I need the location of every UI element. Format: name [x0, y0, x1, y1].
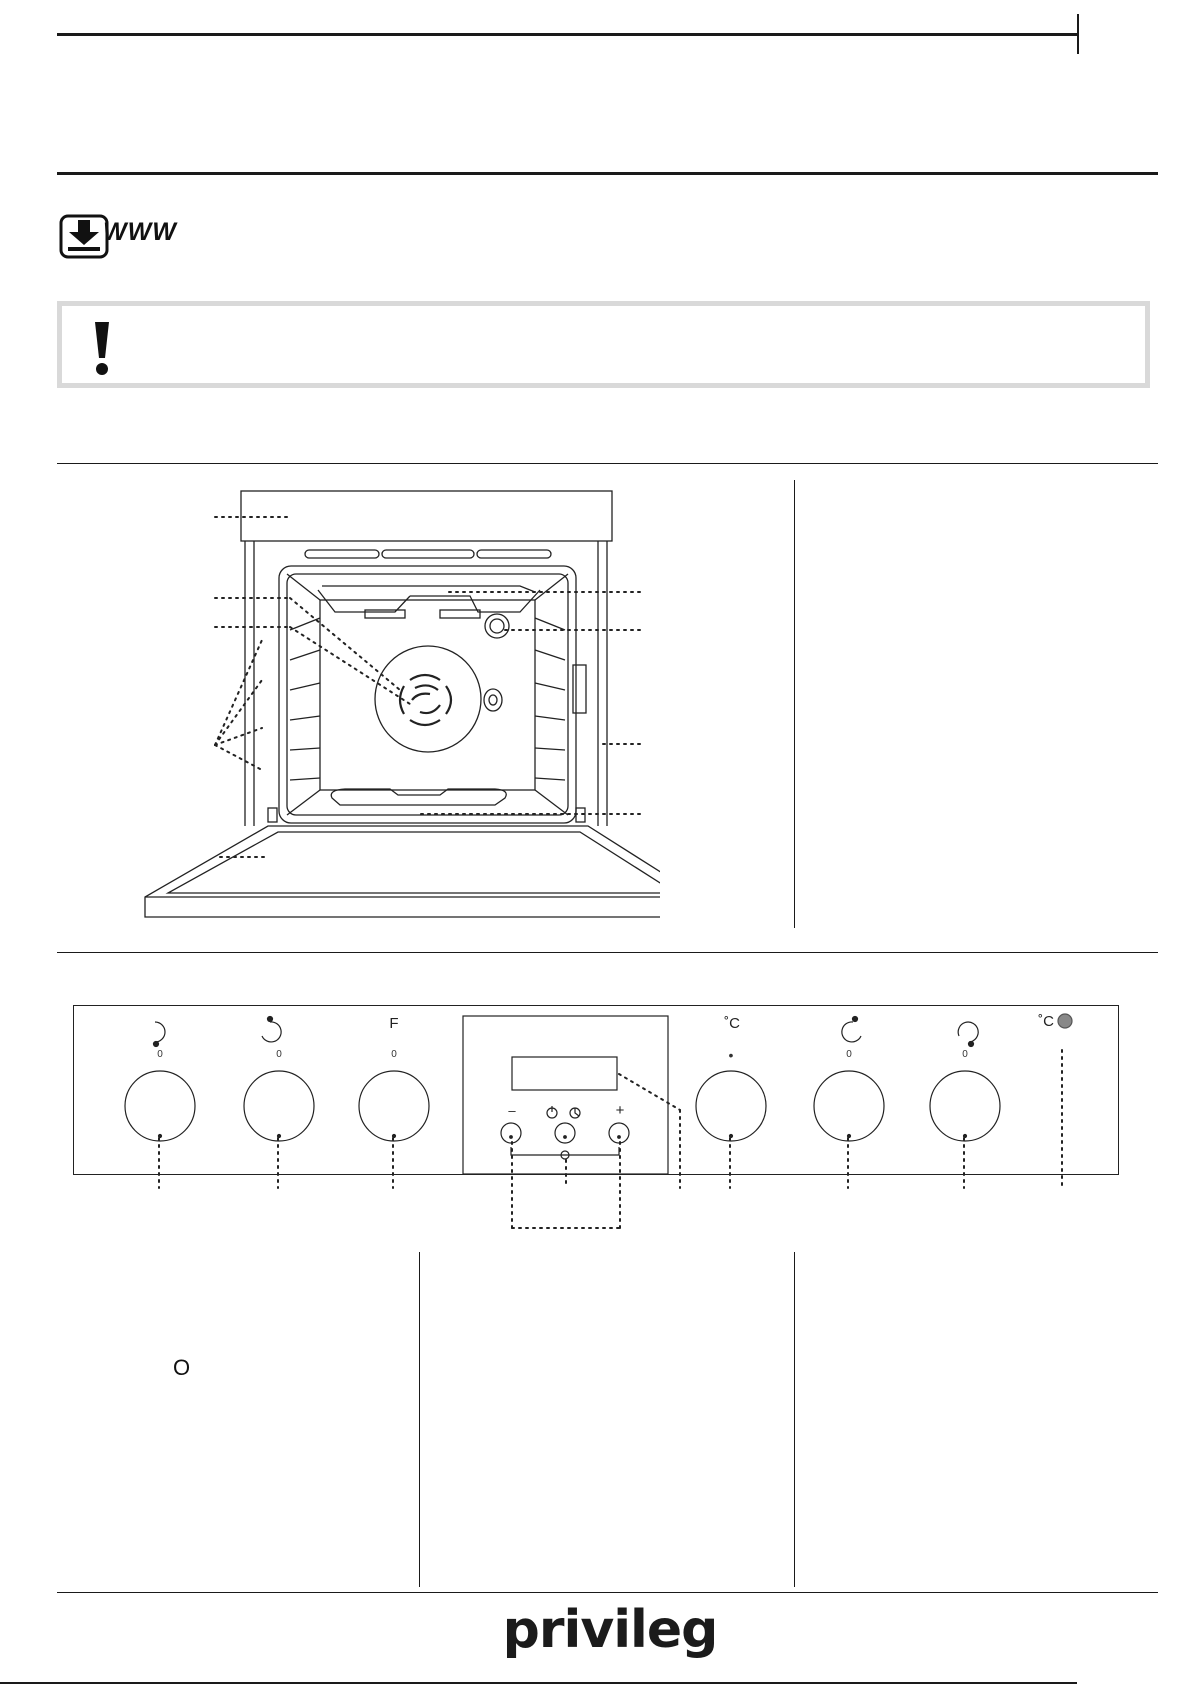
- footer-rule: [57, 1592, 1158, 1593]
- knob-zero-2: 0: [276, 1049, 282, 1060]
- knob-symbol-4: ˚C: [724, 1015, 740, 1032]
- column-divider-1: [419, 1252, 420, 1587]
- minus-button-label: –: [508, 1103, 516, 1118]
- brand-logo: privileg: [502, 1600, 718, 1660]
- plus-button-label: +: [615, 1102, 625, 1119]
- www-label: WWW: [103, 218, 177, 246]
- knob-symbol-3: F: [389, 1015, 399, 1032]
- knob-zero-1: 0: [157, 1049, 163, 1060]
- knob-zero-6: 0: [962, 1049, 968, 1060]
- indicator-label: ˚C: [1038, 1013, 1054, 1030]
- left-column-symbol: O: [173, 1355, 191, 1380]
- bottom-rule: [0, 1682, 1077, 1684]
- column-divider-2: [794, 1252, 795, 1587]
- knob-zero-5: 0: [846, 1049, 852, 1060]
- knob-zero-4: •: [728, 1047, 734, 1063]
- knob-zero-3: 0: [391, 1049, 397, 1060]
